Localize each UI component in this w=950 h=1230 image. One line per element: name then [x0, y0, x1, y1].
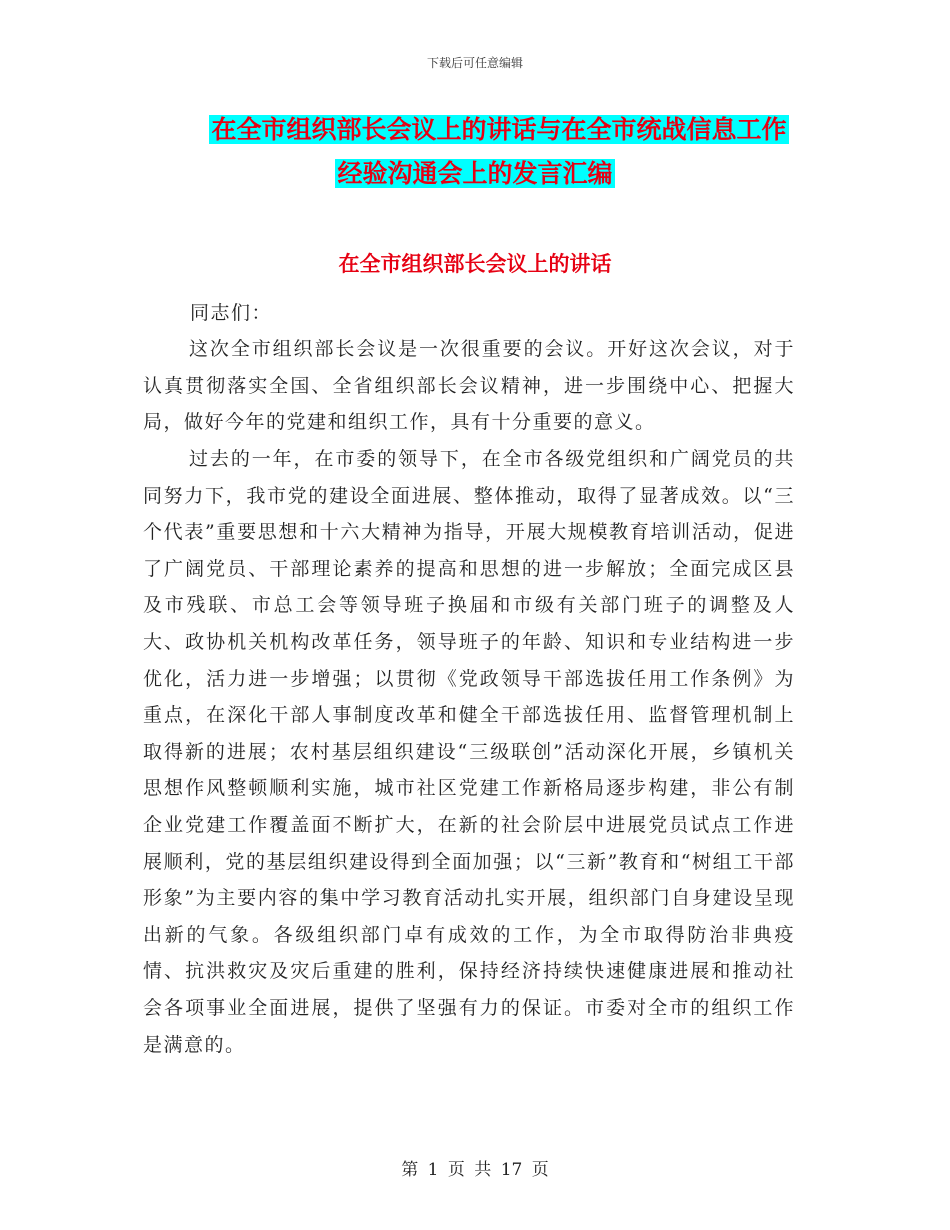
paragraph-2: 过去的一年，在市委的领导下，在全市各级党组织和广阔党员的共同努力下，我市党的建设全面进展、整体推动，取得了显著成效。以“三个代表”重要思想和十六大精神为指导，开展大规模教育培训活动，促进了广阔党员、干部理论素养的提高和思想的进一步解放；全面完成区县及市残联、市总工会等领导班子换届和市级有关部门班子的调整及人大、政协机关机构改革任务，领导班子的年龄、知识和专业结构进一步优化，活力进一步增强；以贯彻《党政领导干部选拔任用工作条例》为重点，在深化干部人事制度改革和健全干部选拔任用、监督管理机制上取得新的进展；农村基层组织建设“三级联创”活动深化开展，乡镇机关思想作风整顿顺利实施，城市社区党建工作新格局逐步构建，非公有制企业党建工作覆盖面不断扩大，在新的社会阶层中进展党员试点工作进展顺利，党的基层组织建设得到全面加强；以“三新”教育和“树组工干部形象”为主要内容的集中学习教育活动扎实开展，组织部门自身建设呈现出新的气象。各级组织部门卓有成效的工作，为全市取得防治非典疫情、抗洪救灾及灾后重建的胜利，保持经济持续快速健康进展和推动社会各项事业全面进展，提供了坚强有力的保证。市委对全市的组织工作是满意的。	[143, 448, 795, 1056]
document-title-line-2	[0, 157, 950, 191]
document-title-line-1	[24, 113, 950, 147]
document-title-text-2: 经验沟通会上的发言汇编	[337, 159, 613, 188]
greeting: 同志们：	[190, 302, 273, 324]
page-number-footer: 第 1 页 共 17 页	[401, 1160, 549, 1180]
page-header-note: 下载后可任意编辑	[426, 56, 523, 70]
section-heading: 在全市组织部长会议上的讲话	[338, 252, 612, 276]
document-title-text-1: 在全市组织部长会议上的讲话与在全市统战信息工作	[211, 115, 787, 144]
paragraph-1: 这次全市组织部长会议是一次很重要的会议。开好这次会议，对于认真贯彻落实全国、全省组织部长会议精神，进一步围绕中心、把握大局，做好今年的党建和组织工作，具有十分重要的意义。	[143, 338, 795, 434]
